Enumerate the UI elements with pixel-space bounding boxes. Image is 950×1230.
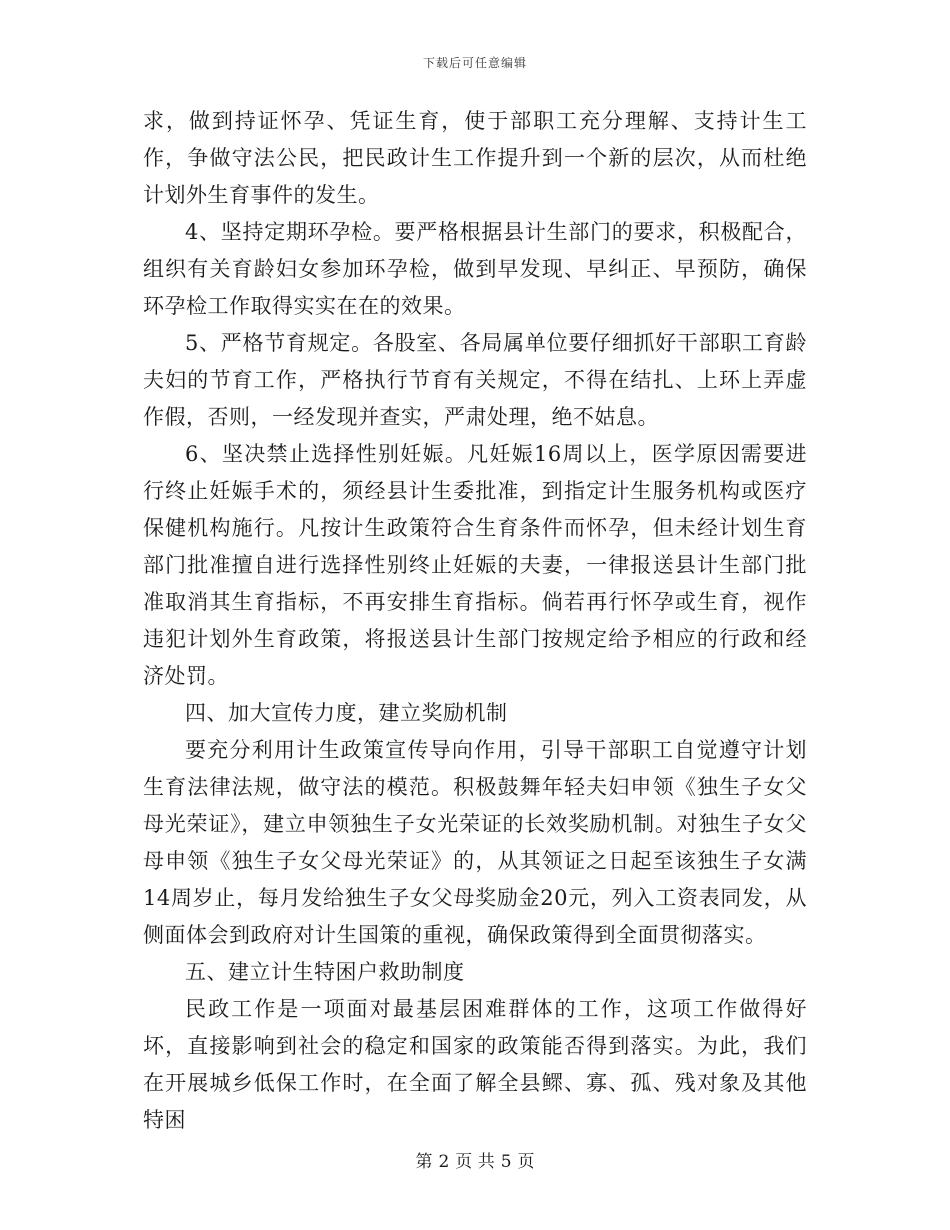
paragraph: 4、坚持定期环孕检。要严格根据县计生部门的要求，积极配合，组织有关育龄妇女参加环孕检，做到早发现、早纠正、早预防，确保环孕检工作取得实实在在的效果。 — [143, 220, 807, 318]
paragraph: 5、严格节育规定。各股室、各局属单位要仔细抓好干部职工育龄夫妇的节育工作，严格执行节育有关规定，不得在结扎、上环上弄虚作假，否则，一经发现并查实，严肃处理，绝不姑息。 — [143, 331, 807, 429]
document-body — [143, 103, 807, 1139]
paragraph: 要充分利用计生政策宣传导向作用，引导干部职工自觉遵守计划生育法律法规，做守法的模范。积极鼓舞年轻夫妇申领《独生子女父母光荣证》，建立申领独生子女光荣证的长效奖励机制。对独生子女父母申领《独生子女父母光荣证》的，从其领证之日起至该独生子女满14周岁止，每月发给独生子女父母奖励金20元，列入工资表同发，从侧面体会到政府对计生国策的重视，确保政策得到全面贯彻落实。 — [143, 738, 807, 947]
header-note: 下载后可任意编辑 — [422, 56, 527, 70]
paragraph: 6、坚决禁止选择性别妊娠。凡妊娠16周以上，医学原因需要进行终止妊娠手术的，须经县计生委批准，到指定计生服务机构或医疗保健机构施行。凡按计生政策符合生育条件而怀孕，但未经计划生育部门批准擅自进行选择性别终止妊娠的夫妻，一律报送县计生部门批准取消其生育指标，不再安排生育指标。倘若再行怀孕或生育，视作违犯计划外生育政策，将报送县计生部门按规定给予相应的行政和经济处罚。 — [143, 442, 807, 688]
page-prefix: 第 — [415, 1152, 433, 1172]
paragraph: 民政工作是一项面对最基层困难群体的工作，这项工作做得好坏，直接影响到社会的稳定和国家的政策能否得到落实。为此，我们在开展城乡低保工作时，在全面了解全县鳏、寡、孤、残对象及其他特困 — [143, 997, 807, 1132]
total-pages: 5 — [500, 1152, 512, 1172]
page-mid: 页 共 — [455, 1152, 495, 1172]
current-page: 2 — [438, 1152, 450, 1172]
paragraph: 求，做到持证怀孕、凭证生育，使于部职工充分理解、支持计生工作，争做守法公民，把民政计生工作提升到一个新的层次，从而杜绝计划外生育事件的发生。 — [143, 109, 807, 207]
section-heading: 五、建立计生特困户救助制度 — [185, 960, 465, 984]
page-number — [0, 1147, 950, 1172]
section-heading: 四、加大宣传力度，建立奖励机制 — [185, 701, 508, 725]
page-suffix: 页 — [517, 1152, 535, 1172]
